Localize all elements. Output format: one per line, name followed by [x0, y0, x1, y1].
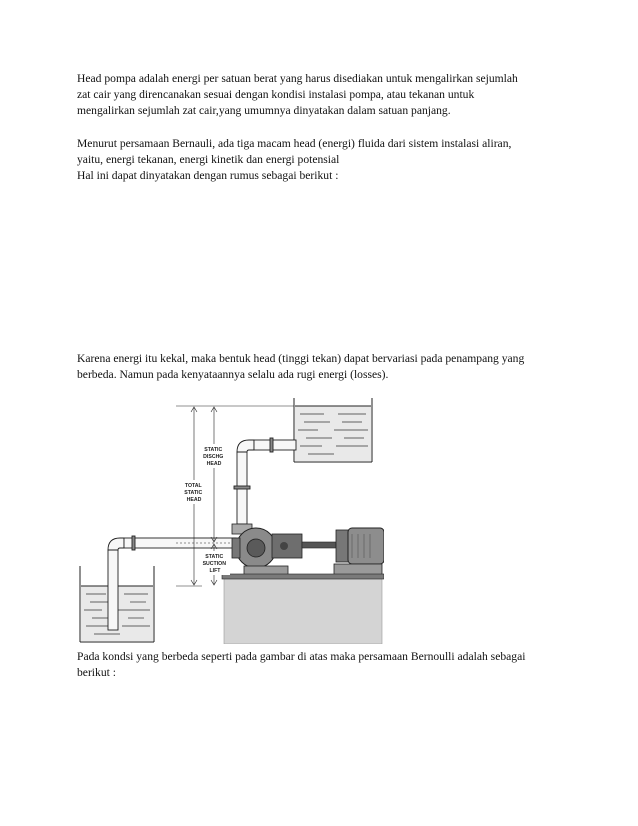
paragraph-energy-losses: [77, 351, 577, 383]
paragraph-bernoulli-equation-intro: [77, 649, 577, 681]
electric-motor: [334, 528, 384, 578]
label-total-static-head: TOTAL STATIC HEAD: [184, 483, 203, 503]
text-line: Pada kondsi yang berbeda seperti pada gambar di atas maka persamaan Bernoulli adalah sebagai: [77, 650, 526, 663]
paragraph-pump-head-definition: [77, 71, 577, 119]
text-line: mengalirkan sejumlah zat cair,yang umumnya dinyatakan dalam satuan panjang.: [77, 104, 451, 117]
foundation-block: [224, 578, 382, 644]
label-static-discharge-head: STATIC DISCHG HEAD: [203, 447, 224, 467]
discharge-pipe: [234, 438, 296, 524]
text-line: Menurut persamaan Bernauli, ada tiga macam head (energi) fluida dari sistem instalasi aliran,: [77, 137, 512, 150]
text-line: berikut :: [77, 666, 116, 679]
pump-installation-diagram: [72, 388, 384, 644]
discharge-tank: [294, 398, 372, 462]
text-line: berbeda. Namun pada kenyataannya selalu ada rugi energi (losses).: [77, 368, 389, 381]
paragraph-bernoulli-heads: [77, 136, 577, 184]
baseplate: [222, 574, 384, 579]
text-line: yaitu, energi tekanan, energi kinetik dan energi potensial: [77, 153, 340, 166]
label-static-suction-lift: STATIC SUCTION LIFT: [202, 554, 226, 574]
text-line: Head pompa adalah energi per satuan berat yang harus disediakan untuk mengalirkan sejumlah: [77, 72, 518, 85]
text-line: Karena energi itu kekal, maka bentuk head (tinggi tekan) dapat bervariasi pada penampang yang: [77, 352, 525, 365]
text-line: zat cair yang direncanakan sesuai dengan kondisi instalasi pompa, atau tekanan untuk: [77, 88, 475, 101]
pump-installation-figure: [72, 388, 384, 644]
centrifugal-pump: [232, 524, 336, 578]
text-line: Hal ini dapat dinyatakan dengan rumus sebagai berikut :: [77, 169, 339, 182]
